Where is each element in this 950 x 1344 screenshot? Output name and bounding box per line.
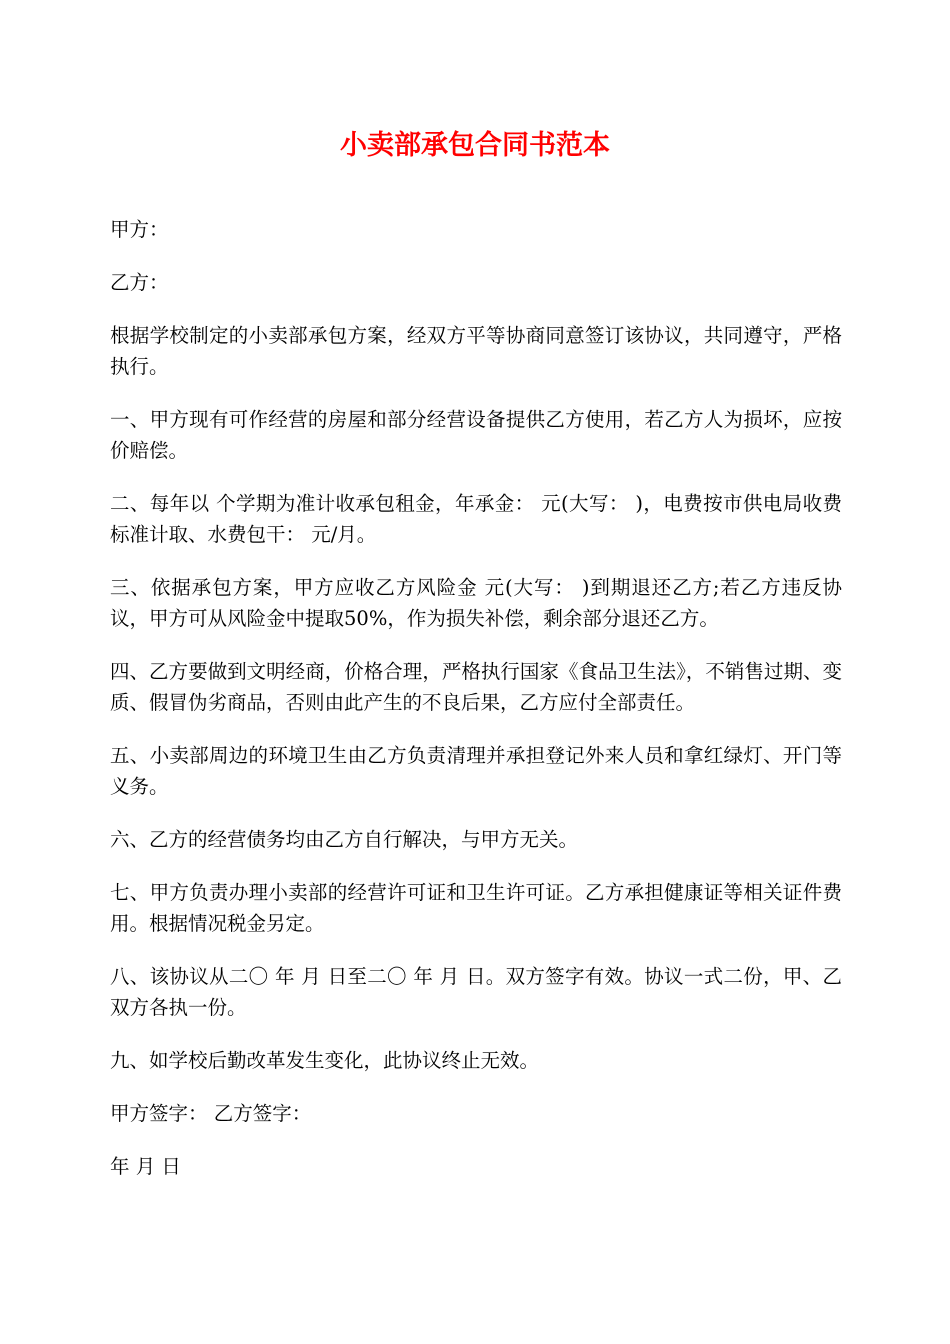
date-line: 年 月 日 [110,1155,181,1178]
clause-7: 七、甲方负责办理小卖部的经营许可证和卫生许可证。乙方承担健康证等相关证件费用。根据情况税金另定。 [110,881,842,935]
clause-8: 八、该协议从二〇 年 月 日至二〇 年 月 日。双方签字有效。协议一式二份，甲、乙双方各执一份。 [110,965,842,1019]
clause-5: 五、小卖部周边的环境卫生由乙方负责清理并承担登记外来人员和拿红绿灯、开门等义务。 [110,744,842,798]
clause-2: 二、每年以 个学期为准计收承包租金，年承金： 元(大写： )，电费按市供电局收费标准计取、水费包干： 元/月。 [110,492,842,546]
signature-line: 甲方签字： 乙方签字： [110,1102,312,1125]
clause-3: 三、依据承包方案，甲方应收乙方风险金 元(大写： )到期退还乙方;若乙方违反协议，甲方可从风险金中提取50%，作为损失补偿，剩余部分退还乙方。 [110,576,842,630]
clause-1: 一、甲方现有可作经营的房屋和部分经营设备提供乙方使用，若乙方人为损坏，应按价赔偿。 [110,408,842,462]
clause-9: 九、如学校后勤改革发生变化，此协议终止无效。 [110,1049,540,1072]
party-a-line: 甲方： [110,218,169,241]
clause-4: 四、乙方要做到文明经商，价格合理，严格执行国家《食品卫生法》，不销售过期、变质、假冒伪劣商品，否则由此产生的不良后果，乙方应付全部责任。 [110,660,842,714]
party-b-line: 乙方： [110,271,169,294]
clause-6: 六、乙方的经营债务均由乙方自行解决，与甲方无关。 [110,828,579,851]
document-title: 小卖部承包合同书范本 [340,130,610,161]
preamble-paragraph: 根据学校制定的小卖部承包方案，经双方平等协商同意签订该协议，共同遵守，严格执行。 [110,324,842,378]
document-body [110,214,842,1204]
